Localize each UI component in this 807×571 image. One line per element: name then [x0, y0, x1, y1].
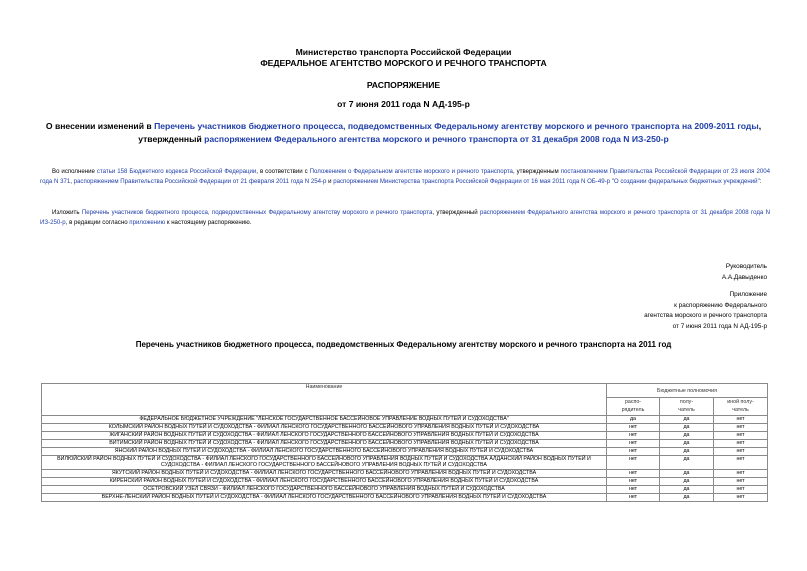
manager-cell: нет — [607, 447, 660, 455]
table-row — [42, 447, 768, 455]
appendix-line: к распоряжению Федерального — [674, 301, 767, 309]
list-title: Перечень участников бюджетного процесса, подведомственных Федеральному агентству морского и речного транспорта на 2011 год — [135, 340, 672, 349]
paragraph-2 — [40, 208, 770, 228]
table-row — [42, 416, 768, 424]
appendix-line: Приложение — [729, 291, 767, 298]
recipient-cell: да — [660, 431, 714, 439]
other-recipient-cell: нет — [714, 455, 768, 470]
manager-cell: нет — [607, 478, 660, 486]
link-regulation[interactable]: Положением о Федеральном агентстве морского и речного транспорта — [309, 168, 513, 175]
other-recipient-cell: нет — [714, 494, 768, 502]
other-recipient-cell: нет — [714, 431, 768, 439]
column-header-recipient: полу- чатель — [660, 398, 714, 416]
link-list[interactable]: Перечень участников бюджетного процесса, подведомственных Федеральному агентству морского и речного транспорта — [81, 209, 433, 216]
document-type: РАСПОРЯЖЕНИЕ — [366, 80, 441, 90]
other-recipient-cell: нет — [714, 470, 768, 478]
link-budget-code[interactable]: статьи 158 Бюджетного кодекса Российской Федерации — [96, 168, 257, 175]
text: , в соответствии с — [256, 168, 310, 175]
column-header-name: Наименование — [42, 384, 607, 416]
manager-cell: да — [607, 416, 660, 424]
text: , — [70, 178, 74, 185]
org-name-cell: ФЕДЕРАЛЬНОЕ БЮДЖЕТНОЕ УЧРЕЖДЕНИЕ "ЛЕНСКОЕ ГОСУДАРСТВЕННОЕ БАССЕЙНОВОЕ УПРАВЛЕНИЕ ВОДНЫХ ПУТЕЙ И СУДОХОДСТВА" — [42, 416, 607, 424]
org-name-cell: КОЛЫМСКИЙ РАЙОН ВОДНЫХ ПУТЕЙ И СУДОХОДСТВА - ФИЛИАЛ ЛЕНСКОГО ГОСУДАРСТВЕННОГО БАССЕЙНОВОГО УПРАВЛЕНИЯ ВОДНЫХ ПУТЕЙ И СУДОХОДСТВА — [42, 423, 607, 431]
signature-block — [722, 262, 767, 283]
table-row — [42, 455, 768, 470]
signature-position: Руководитель — [725, 263, 767, 270]
table-row — [42, 478, 768, 486]
manager-cell: нет — [607, 423, 660, 431]
other-recipient-cell: нет — [714, 423, 768, 431]
other-recipient-cell: нет — [714, 486, 768, 494]
manager-cell: нет — [607, 494, 660, 502]
title-link-list[interactable]: Перечень участников бюджетного процесса, подведомственных Федеральному агентству морского и речного транспорта на 2009-2011 годы — [154, 121, 759, 131]
table-row — [42, 439, 768, 447]
other-recipient-cell: нет — [714, 439, 768, 447]
recipient-cell: да — [660, 478, 714, 486]
text: , в редакции согласно — [65, 219, 130, 226]
link-ministry-order[interactable]: распоряжением Министерства транспорта Российской Федерации от 16 мая 2011 года N ОБ-49-р "О создании федеральных бюджетных учреждений" — [333, 178, 760, 185]
table-row — [42, 431, 768, 439]
ministry-name: Министерство транспорта Российской Федерации — [295, 47, 512, 57]
recipient-cell: да — [660, 486, 714, 494]
org-name-cell: КИРЕНСКИЙ РАЙОН ВОДНЫХ ПУТЕЙ И СУДОХОДСТВА - ФИЛИАЛ ЛЕНСКОГО ГОСУДАРСТВЕННОГО БАССЕЙНОВОГО УПРАВЛЕНИЯ ВОДНЫХ ПУТЕЙ И СУДОХОДСТВА — [42, 478, 607, 486]
org-name-cell: ВИЛЮЙСКИЙ РАЙОН ВОДНЫХ ПУТЕЙ И СУДОХОДСТВА - ФИЛИАЛ ЛЕНСКОГО ГОСУДАРСТВЕННОГО БАССЕЙНОВОГО УПРАВЛЕНИЯ ВОДНЫХ ПУТЕЙ И СУДОХОДСТВА АЛДАНСКИЙ РАЙОН ВОДНЫХ ПУТЕЙ И СУДОХОДСТВА - ФИЛИАЛ ЛЕНСКОГО ГОСУДАРСТВЕННОГО БАССЕЙНОВОГО УПРАВЛЕНИЯ ВОДНЫХ ПУТЕЙ И СУДОХОДСТВА — [42, 455, 607, 470]
link-government-decree[interactable]: постановлением Правительства Российской Федерации от 23 июля 2004 года N 371 — [40, 168, 770, 185]
recipient-cell: да — [660, 423, 714, 431]
org-name-cell: ВИТИМСКИЙ РАЙОН ВОДНЫХ ПУТЕЙ И СУДОХОДСТВА - ФИЛИАЛ ЛЕНСКОГО ГОСУДАРСТВЕННОГО БАССЕЙНОВОГО УПРАВЛЕНИЯ ВОДНЫХ ПУТЕЙ И СУДОХОДСТВА — [42, 439, 607, 447]
org-name-cell: ЖИГАНСКИЙ РАЙОН ВОДНЫХ ПУТЕЙ И СУДОХОДСТВА - ФИЛИАЛ ЛЕНСКОГО ГОСУДАРСТВЕННОГО БАССЕЙНОВОГО УПРАВЛЕНИЯ ВОДНЫХ ПУТЕЙ И СУДОХОДСТВА — [42, 431, 607, 439]
recipient-cell: да — [660, 470, 714, 478]
participants-table — [41, 383, 768, 502]
recipient-cell: да — [660, 455, 714, 470]
title-link-order[interactable]: распоряжением Федерального агентства морского и речного транспорта от 31 декабря 2008 года N ИЗ-250-р — [204, 133, 669, 144]
text: Во исполнение — [52, 168, 97, 175]
manager-cell: нет — [607, 455, 660, 470]
org-name-cell: ЯНСКИЙ РАЙОН ВОДНЫХ ПУТЕЙ И СУДОХОДСТВА - ФИЛИАЛ ЛЕНСКОГО ГОСУДАРСТВЕННОГО БАССЕЙНОВОГО УПРАВЛЕНИЯ ВОДНЫХ ПУТЕЙ И СУДОХОДСТВА — [42, 447, 607, 455]
manager-cell: нет — [607, 431, 660, 439]
title-text: , утвержденный — [138, 121, 762, 144]
table-row — [42, 470, 768, 478]
other-recipient-cell: нет — [714, 416, 768, 424]
title-text: О внесении изменений в — [45, 121, 155, 131]
paragraph-1 — [40, 167, 770, 187]
link-appendix[interactable]: приложению — [129, 219, 166, 226]
text: : — [759, 178, 762, 185]
appendix-line: агентства морского и речного транспорта — [644, 312, 767, 320]
text: , утвержденным — [512, 168, 561, 175]
org-name-cell: ЯКУТСКИЙ РАЙОН ВОДНЫХ ПУТЕЙ И СУДОХОДСТВА - ФИЛИАЛ ЛЕНСКОГО ГОСУДАРСТВЕННОГО БАССЕЙНОВОГО УПРАВЛЕНИЯ ВОДНЫХ ПУТЕЙ И СУДОХОДСТВА — [42, 470, 607, 478]
other-recipient-cell: нет — [714, 478, 768, 486]
table-row — [42, 486, 768, 494]
other-recipient-cell: нет — [714, 447, 768, 455]
org-name-cell: ОСЕТРОВСКИЙ УЗЕЛ СВЯЗИ - ФИЛИАЛ ЛЕНСКОГО ГОСУДАРСТВЕННОГО БАССЕЙНОВОГО УПРАВЛЕНИЯ ВОДНЫХ ПУТЕЙ И СУДОХОДСТВА — [42, 486, 607, 494]
column-header-other-recipient: иной полу- чатель — [714, 398, 768, 416]
appendix-block — [644, 290, 767, 332]
appendix-line: от 7 июня 2011 года N АД-195-р — [672, 322, 767, 330]
link-government-order[interactable]: распоряжением Правительства Российской Федерации от 21 февраля 2011 года N 254-р — [73, 178, 327, 185]
agency-name: ФЕДЕРАЛЬНОЕ АГЕНТСТВО МОРСКОГО И РЕЧНОГО ТРАНСПОРТА — [260, 58, 547, 68]
manager-cell: нет — [607, 486, 660, 494]
document-date: от 7 июня 2011 года N АД-195-р — [337, 99, 470, 109]
text: и — [326, 178, 334, 185]
link-agency-order[interactable]: распоряжением Федерального агентства морского и речного транспорта от 31 декабря 2008 года N ИЗ-250-р — [40, 209, 770, 226]
recipient-cell: да — [660, 416, 714, 424]
org-name-cell: ВЕРХНЕ-ЛЕНСКИЙ РАЙОН ВОДНЫХ ПУТЕЙ И СУДОХОДСТВА - ФИЛИАЛ ЛЕНСКОГО ГОСУДАРСТВЕННОГО БАССЕЙНОВОГО УПРАВЛЕНИЯ ВОДНЫХ ПУТЕЙ И СУДОХОДСТВА — [42, 494, 607, 502]
manager-cell: нет — [607, 470, 660, 478]
document-title — [40, 120, 767, 145]
recipient-cell: да — [660, 494, 714, 502]
text: к настоящему распоряжению. — [165, 219, 252, 226]
column-header-powers: Бюджетные полномочия — [607, 384, 768, 398]
text: Изложить — [52, 209, 82, 216]
table-row — [42, 494, 768, 502]
manager-cell: нет — [607, 439, 660, 447]
column-header-manager: распо- рядитель — [607, 398, 660, 416]
text: , утвержденный — [432, 209, 481, 216]
recipient-cell: да — [660, 439, 714, 447]
recipient-cell: да — [660, 447, 714, 455]
signature-name: А.А.Давыденко — [721, 273, 767, 281]
table-row — [42, 423, 768, 431]
